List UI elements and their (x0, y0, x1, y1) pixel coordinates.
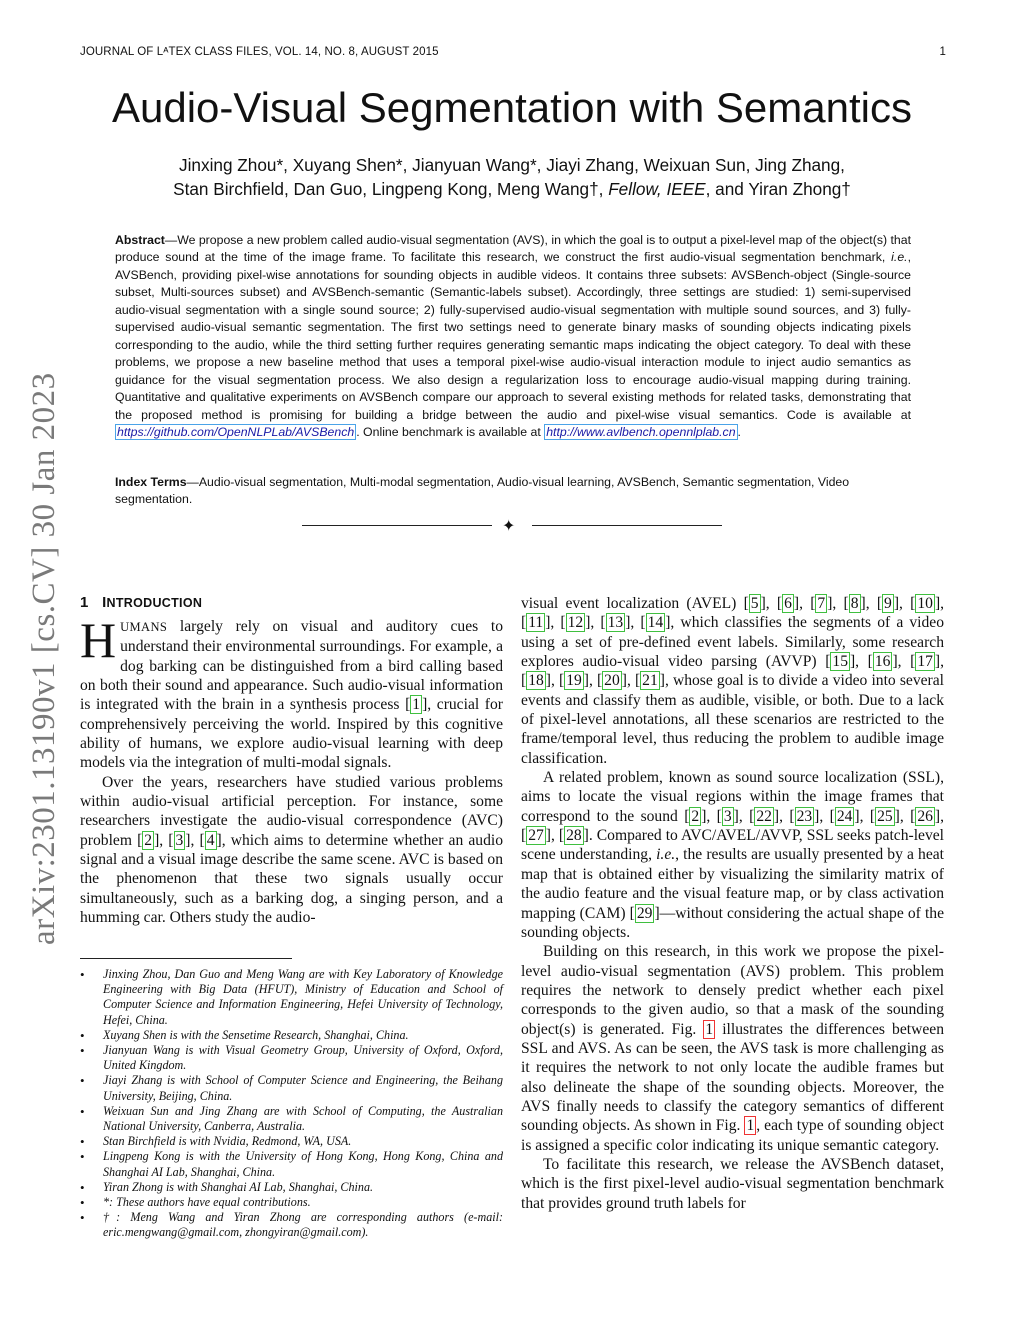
bullet-icon: • (80, 1210, 85, 1226)
paragraph-text: illustrates the differences between SSL and AVS. As can be seen, the AVS task is more challenging as it requires the network to not only locate the audible frames but also delineate the shape of the sounding objects. Moreover, the AVS finally needs to classify the category semantics of different sounding objects. As shown in Fig. (521, 1020, 944, 1135)
footnote-text: Jiayi Zhang is with School of Computer Science and Engineering, the Beihang University, Beijing, China. (103, 1073, 503, 1103)
footnote-text: Stan Birchfield is with Nvidia, Redmond, WA, USA. (103, 1134, 352, 1149)
author-list (100, 153, 924, 201)
paragraph-text: —without considering the actual shape of the sounding objects. (521, 904, 944, 941)
paragraph-text: , crucial for comprehensively perceiving the world. Inspired by this cognitive ability of humans, we explore audio-visual learning with deep models via the integration of multi-modal signals. (80, 696, 503, 772)
footnote-text: †: Meng Wang and Yiran Zhong are corresponding authors (e-mail: eric.mengwang@gmail.com, zhongyiran@gmail.com). (103, 1210, 503, 1240)
citation-link[interactable]: 9 (884, 595, 892, 612)
footnote-text: Jianyuan Wang is with Visual Geometry Group, University of Oxford, Oxford, United Kingdom. (103, 1043, 503, 1073)
citation-link[interactable]: 17 (917, 653, 933, 671)
intro-paragraph-5 (521, 942, 944, 1155)
footnotes (80, 967, 503, 1241)
footnote-text: Yiran Zhong is with Shanghai AI Lab, Shanghai, China. (103, 1179, 374, 1194)
section-heading-introduction (80, 594, 202, 611)
citation-link[interactable]: 29 (636, 904, 653, 922)
citation-link[interactable]: 18 (528, 672, 544, 690)
index-terms-text: —Audio-visual segmentation, Multi-modal segmentation, Audio-visual learning, AVSBench, Semantic segmentation, Video segmentation. (115, 475, 850, 507)
code-link[interactable]: https://github.com/OpenNLPLab/AVSBench (117, 424, 355, 439)
section-title-initial: I (102, 594, 107, 611)
footnote-item (80, 1180, 503, 1195)
author-last: , and Yiran Zhong† (705, 179, 851, 199)
citation-link[interactable]: 21 (642, 672, 658, 690)
footnote-text: *: These authors have equal contributions. (103, 1195, 311, 1210)
citation-link[interactable]: 11 (528, 614, 544, 632)
intro-paragraph-3: visual event localization (AVEL) [ 5 ], [ 6 ], [ 7 ], [ 8 ], [ 9 ], [ 10 ], [ 11 ], [ 12 ], [ 13 ], [ 14 ], which classifies the segments of a video using a set of pre-defined event labels. Similarly, some research explores audio-visual video parsing (AVVP) [ 15 ], [ 16 ], [ 17 ], [ 18 ], [ 19 ], [ 20 ], [ 21 ], whose goal is to divide a video into several events and classify them as audible, visible, or both. Due to a lack of pixel-level annotations, all these scenarios are restricted to the frame/temporal level, thus reducing the problem to audible image classification. (521, 595, 945, 767)
bullet-icon: • (80, 1043, 85, 1059)
section-separator (302, 516, 722, 536)
citation-link[interactable]: 14 (647, 614, 664, 632)
section-title-rest: NTRODUCTION (106, 596, 203, 610)
abstract-text: —We propose a new problem called audio-visual segmentation (AVS), in which the goal is to output a pixel-level map of the object(s) that produce sound at the time of the image frame. To facilitate this research, we construct the first audio-visual segmentation benchmark, (115, 233, 911, 265)
abstract-text: , AVSBench, providing pixel-wise annotations for sounding objects in audible videos. It contains three subsets: AVSBench-object (Single-source subset, Multi-sources subset) and AVSBench-semantic (Semantic-labels subset). Accordingly, three settings are studied: 1) semi-supervised audio-visual segmentation with a single sound source; 2) fully-supervised audio-visual segmentation with multiple sound sources, and 3) fully-supervised audio-visual semantic segmentation. The first two settings need to generate binary masks of sounding objects indicating pixels corresponding to the audio, while the third setting further requires generating semantic maps indicating the object category. To deal with these problems, we propose a new baseline method that uses a temporal pixel-wise audio-visual interaction module to inject audio semantics as guidance for the visual segmentation process. We also design a regularization loss to encourage audio-visual mapping during training. Quantitative and qualitative experiments on AVSBench compare our approach to several existing methods for related tasks, demonstrating that the proposed method is promising for building a bridge between the audio and pixel-wise visual semantics. Code is available at (115, 250, 911, 422)
abstract-label: Abstract (115, 233, 165, 247)
bullet-icon: • (80, 1149, 85, 1165)
footnote-item (80, 1028, 503, 1043)
author-names: Stan Birchfield, Dan Guo, Lingpeng Kong, Meng Wang†, (173, 179, 609, 199)
citation-link[interactable]: 3 (723, 807, 732, 825)
footnote-text: Lingpeng Kong is with the University of Hong Kong, Hong Kong, China and Shanghai AI Lab, Shanghai, China. (103, 1149, 503, 1179)
paragraph-text: , whose goal is to divide a video into several events and classify them as audible, visible, or both. Due to a lack of pixel-level annotations, all these scenarios are restricted to the frame/temporal level, thus reducing the problem to audible image classification. (521, 672, 944, 767)
bullet-icon: • (80, 1134, 85, 1150)
citation-link[interactable]: 24 (836, 807, 853, 825)
paper-title: Audio-Visual Segmentation with Semantics (112, 84, 912, 131)
bullet-icon: • (80, 1027, 85, 1043)
bullet-icon: • (80, 967, 85, 982)
citation-link[interactable]: 10 (917, 595, 933, 612)
paragraph-text: Building on this research, in this work we propose the pixel-level audio-visual segmentation (AVS) problem. This problem requires the network to densely predict whether each pixel corresponds to the given audio, so that a mask of the sounding object(s) is generated. Fig. (521, 943, 944, 1038)
paragraph-text: . Compared to AVC/AVEL/AVVP, SSL seeks patch-level scene understanding, (521, 827, 944, 864)
separator-line-right (532, 525, 722, 526)
citation-link[interactable]: 27 (528, 827, 544, 845)
left-column (80, 612, 504, 928)
citation-link[interactable]: 5 (750, 595, 759, 612)
footnote-text: Weixuan Sun and Jing Zhang are with School of Computing, the Australian National University, Canberra, Australia. (103, 1103, 503, 1134)
figure-link[interactable]: 1 (746, 1117, 755, 1135)
citation-link[interactable]: 6 (784, 595, 792, 612)
paragraph-text: largely rely on visual and auditory cues to understand their environmental surroundings. For example, a dog barking can be distinguished from a bird calling based on both their sound and appearance. Such audio-visual information is integrated with the brain in a synthesis process (80, 618, 503, 714)
paragraph-text: , which classifies the segments of a video using a set of pre-defined event labels. Similarly, some research explores audio-visual video parsing (AVVP) (521, 614, 945, 671)
footnote-item (80, 1104, 503, 1134)
journal-info: JOURNAL OF LᴬTEX CLASS FILES, VOL. 14, NO. 8, AUGUST 2015 (80, 46, 439, 58)
footnote-item (80, 1134, 503, 1149)
citation-link[interactable]: 28 (566, 827, 582, 845)
citation-link[interactable]: 8 (850, 595, 859, 612)
author-fellow-title: Fellow, IEEE (608, 179, 706, 199)
citation-link[interactable]: 22 (756, 807, 772, 825)
intro-paragraph-1: HUMANS largely rely on visual and auditory cues to understand their environmental surroundings. For example, a dog barking can be distinguished from a bird calling based on both their sound and appearance. Such audio-visual information is integrated with the brain in a synthesis process [ 1 ], crucial for comprehensively perceiving the world. Inspired by this cognitive ability of humans, we explore audio-visual learning with deep models via the integration of multi-modal signals. (80, 612, 503, 772)
footnote-rule (80, 958, 292, 959)
citation-link[interactable]: 4 (206, 831, 215, 849)
paragraph-text: , which aims to determine whether an audio signal and a visual image describe the same scene. AVC is based on the phenomenon that these two signals usually occur simultaneously, such as a barking dog, a singing person, and a humming car. Others study the audio- (80, 831, 504, 927)
running-header (80, 46, 946, 58)
abstract (115, 232, 911, 441)
citation-link[interactable]: 26 (917, 807, 933, 825)
paragraph-text: , each type of sounding object is assigned a specific color indicating its unique semantic category. (521, 1117, 944, 1154)
bullet-icon: • (80, 1073, 85, 1089)
footnote-text: Xuyang Shen is with the Sensetime Research, Shanghai, China. (103, 1027, 409, 1042)
paragraph-text: i.e. (656, 846, 676, 864)
footnote-item (80, 1073, 503, 1103)
arxiv-stamp: arXiv:2301.13190v1 [cs.CV] 30 Jan 2023 (26, 372, 62, 945)
intro-paragraph-6 (521, 1155, 944, 1213)
paragraph-text: , the results are usually presented by a heat map that is obtained either by visualizing the similarity matrix of the audio feature and the visual feature map, or by class activation mapping (CAM) (521, 846, 944, 922)
bullet-icon: • (80, 1179, 85, 1195)
citation-link[interactable]: 19 (566, 672, 582, 690)
intro-paragraph-2: Over the years, researchers have studied various problems within audio-visual artificial perception. For instance, some researchers investigate the audio-visual correspondence (AVC) problem [ 2 ], [ 3 ], [ 4 ], which aims to determine whether an audio signal and a visual image describe the same scene. AVC is based on the phenomenon that these two signals usually occur simultaneously, such as a barking dog, a singing person, and a humming car. Others study the audio- (80, 773, 504, 927)
citation-link[interactable]: 20 (604, 672, 620, 690)
section-number: 1 (80, 594, 89, 611)
abstract-ie: i.e. (891, 250, 908, 265)
author-line-2 (100, 177, 924, 201)
paragraph-text: Over the years, researchers have studied various problems within audio-visual artificial perception. For instance, some researchers investigate the audio-visual correspondence (AVC) problem (80, 773, 503, 849)
bullet-icon: • (80, 1195, 85, 1211)
index-terms (115, 474, 911, 509)
citation-link[interactable]: 25 (877, 807, 893, 825)
citation-link[interactable]: 7 (817, 595, 826, 612)
figure-link[interactable]: 1 (705, 1020, 714, 1038)
citation-link[interactable]: 3 (175, 831, 184, 849)
abstract-text: . (737, 424, 741, 439)
page-number: 1 (939, 46, 946, 58)
citation-link[interactable]: 2 (144, 831, 153, 849)
paragraph-text: A related problem, known as sound source localization (SSL), aims to locate the visual regions within the image frames that correspond to the sound (521, 769, 944, 825)
paragraph-text: To facilitate this research, we release the AVSBench dataset, which is the first pixel-level audio-visual segmentation benchmark that provides ground truth labels for (521, 1155, 944, 1212)
lead-word: UMANS (120, 620, 168, 634)
paragraph-text: visual event localization (AVEL) (521, 595, 744, 612)
citation-link[interactable]: 23 (796, 807, 813, 825)
abstract-text: . Online benchmark is available at (356, 424, 545, 439)
drop-cap: H (80, 612, 117, 668)
citation-link[interactable]: 12 (567, 614, 584, 632)
index-terms-label: Index Terms (115, 475, 187, 489)
benchmark-link[interactable]: http://www.avlbench.opennlplab.cn (546, 424, 736, 439)
bullet-icon: • (80, 1103, 85, 1119)
footnote-item (80, 967, 503, 1028)
citation-link[interactable]: 13 (607, 614, 624, 632)
citation-link[interactable]: 1 (412, 696, 421, 714)
footnote-text: Jinxing Zhou, Dan Guo and Meng Wang are with Key Laboratory of Knowledge Engineering with Big Data (HFUT), Ministry of Education and School of Computer Science and Information Engineering, Hefei University of Technology, Hefei, China. (103, 967, 503, 1027)
citation-link[interactable]: 16 (874, 653, 891, 671)
separator-star-icon: ✦ (502, 518, 516, 535)
intro-paragraph-4: A related problem, known as sound source localization (SSL), aims to locate the visual regions within the image frames that correspond to the sound [ 2 ], [ 3 ], [ 22 ], [ 23 ], [ 24 ], [ 25 ], [ 26 ], [ 27 ], [ 28 ]. Compared to AVC/AVEL/AVVP, SSL seeks patch-level scene understanding, i.e., the results are usually presented by a heat map that is obtained either by visualizing the similarity matrix of the audio feature and the visual feature map, or by class activation mapping (CAM) [ 29 ]—without considering the actual shape of the sounding objects. (521, 769, 944, 941)
separator-line-left (302, 525, 492, 526)
footnote-item (80, 1043, 503, 1073)
citation-link[interactable]: 2 (691, 807, 700, 825)
footnote-item (80, 1195, 503, 1210)
citation-link[interactable]: 15 (832, 653, 848, 671)
footnote-item (80, 1210, 503, 1240)
footnote-item (80, 1149, 503, 1179)
right-column (521, 594, 944, 1213)
author-line-1: Jinxing Zhou*, Xuyang Shen*, Jianyuan Wang*, Jiayi Zhang, Weixuan Sun, Jing Zhang, (179, 155, 845, 175)
